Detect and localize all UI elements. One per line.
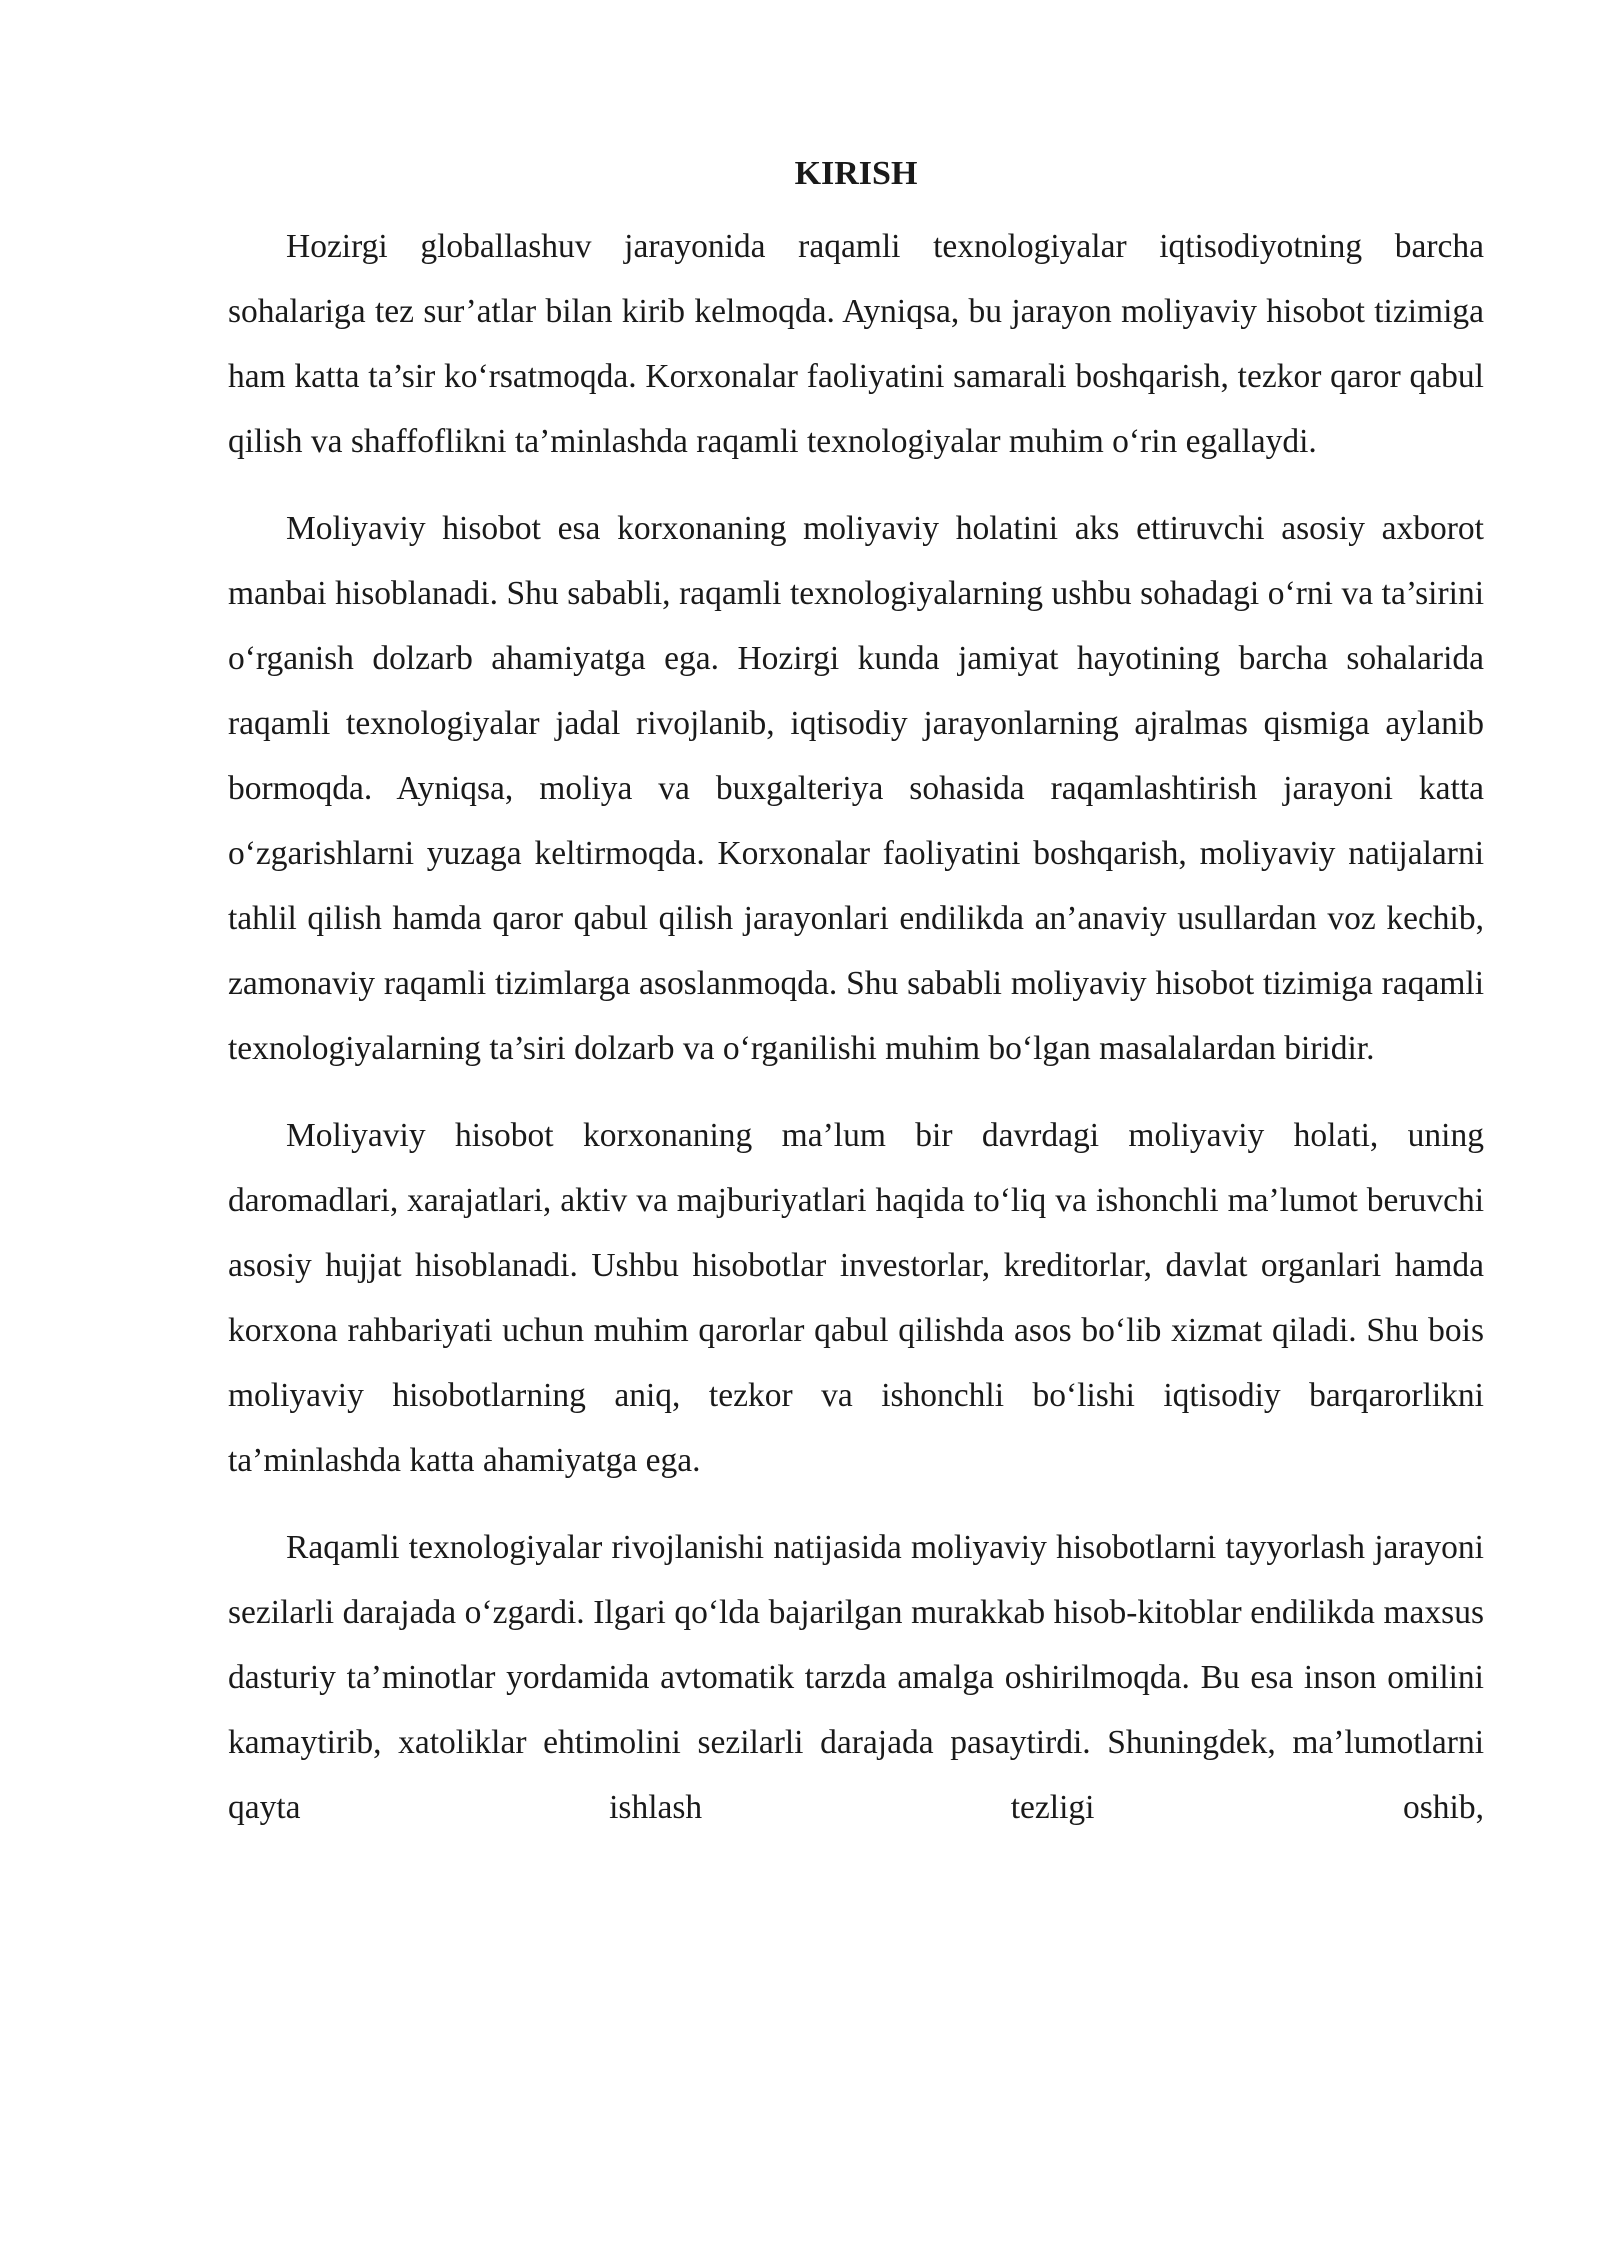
paragraph-2: Moliyaviy hisobot esa korxonaning moliyaviy holatini aks ettiruvchi asosiy axborot manbai hisoblanadi. Shu sababli, raqamli texnologiyalarning ushbu sohadagi o‘rni va ta’sirini o‘rganish dolzarb ahamiyatga ega. Hozirgi kunda jamiyat hayotining barcha sohalarida raqamli texnologiyalar jadal rivojlanib, iqtisodiy jarayonlarning ajralmas qismiga aylanib bormoqda. Ayniqsa, moliya va buxgalteriya sohasida raqamlashtirish jarayoni katta o‘zgarishlarni yuzaga keltirmoqda. Korxonalar faoliyatini boshqarish, moliyaviy natijalarni tahlil qilish hamda qaror qabul qilish jarayonlari endilikda an’anaviy usullardan voz kechib, zamonaviy raqamli tizimlarga asoslanmoqda. Shu sababli moliyaviy hisobot tizimiga raqamli texnologiyalarning ta’siri dolzarb va o‘rganilishi muhim bo‘lgan masalalardan biridir. xyxy=(228,510,1484,1067)
page-title: KIRISH xyxy=(794,155,918,192)
document-body xyxy=(228,148,1484,1840)
paragraph-1: Hozirgi globallashuv jarayonida raqamli texnologiyalar iqtisodiyotning barcha sohalariga tez sur’atlar bilan kirib kelmoqda. Ayniqsa, bu jarayon moliyaviy hisobot tizimiga ham katta ta’sir ko‘rsatmoqda. Korxonalar faoliyatini samarali boshqarish, tezkor qaror qabul qilish va shaffoflikni ta’minlashda raqamli texnologiyalar muhim o‘rin egallaydi. xyxy=(228,228,1484,460)
paragraph-3: Moliyaviy hisobot korxonaning ma’lum bir davrdagi moliyaviy holati, uning daromadlari, xarajatlari, aktiv va majburiyatlari haqida to‘liq va ishonchli ma’lumot beruvchi asosiy hujjat hisoblanadi. Ushbu hisobotlar investorlar, kreditorlar, davlat organlari hamda korxona rahbariyati uchun muhim qarorlar qabul qilishda asos bo‘lib xizmat qiladi. Shu bois moliyaviy hisobotlarning aniq, tezkor va ishonchli bo‘lishi iqtisodiy barqarorlikni ta’minlashda katta ahamiyatga ega. xyxy=(228,1117,1484,1479)
paragraph-4: Raqamli texnologiyalar rivojlanishi natijasida moliyaviy hisobotlarni tayyorlash jarayoni sezilarli darajada o‘zgardi. Ilgari qo‘lda bajarilgan murakkab hisob-kitoblar endilikda maxsus dasturiy ta’minotlar yordamida avtomatik tarzda amalga oshirilmoqda. Bu esa inson omilini kamaytirib, xatoliklar ehtimolini sezilarli darajada pasaytirdi. Shuningdek, ma’lumotlarni qayta ishlash tezligi oshib, xyxy=(228,1529,1484,1826)
